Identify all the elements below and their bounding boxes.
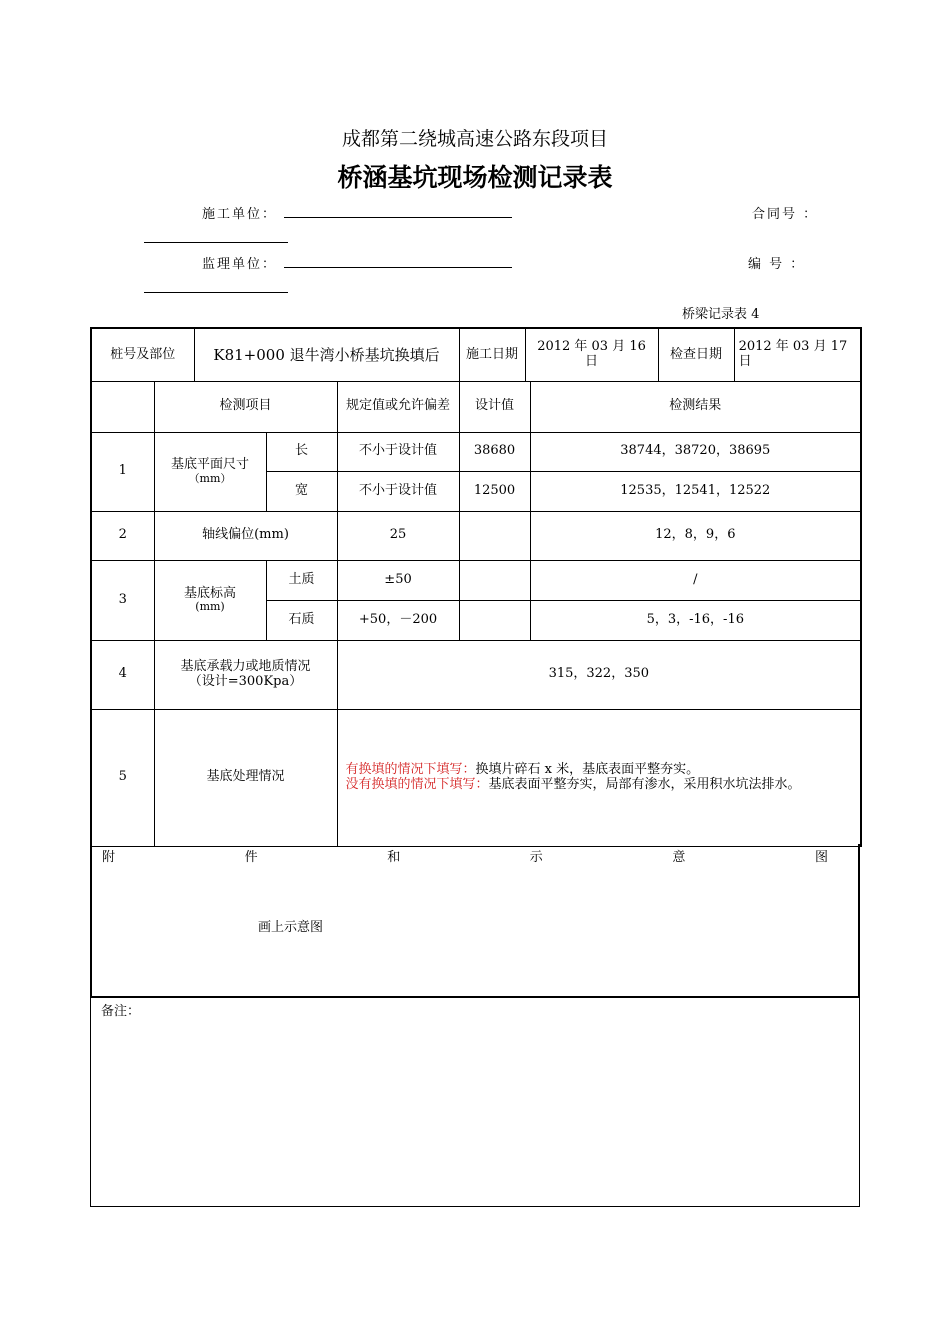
row-number: 1 (91, 432, 154, 511)
table-row (91, 511, 861, 560)
row-number: 5 (91, 709, 154, 846)
sketch-heading-char: 示 (529, 850, 543, 865)
info-row (91, 328, 861, 381)
sketch-heading (102, 846, 828, 865)
treatment-fill-label: 有换填的情况下填写： (345, 762, 476, 778)
result-value[interactable]: 5，3，-16，-16 (530, 600, 861, 640)
inspection-date-value[interactable]: 2012 年 03 月 17 日 (734, 328, 861, 381)
row-number: 3 (91, 560, 154, 640)
no-header (91, 381, 154, 432)
sub-item: 宽 (266, 471, 337, 511)
row-item: 轴线偏位(mm) (154, 511, 337, 560)
form-title: 桥涵基坑现场检测记录表 (337, 163, 613, 192)
row-item (154, 640, 337, 709)
row-item-unit: （mm） (188, 471, 232, 485)
result-value[interactable]: 12，8，9，6 (530, 511, 861, 560)
design-value[interactable] (459, 560, 530, 600)
sketch-heading-char: 意 (672, 850, 686, 865)
station-label: 桩号及部位 (91, 328, 194, 381)
result-header: 检测结果 (530, 381, 861, 432)
serial-no-label: 编 号 ： (748, 257, 806, 272)
sketch-area[interactable] (90, 844, 860, 998)
serial-no-field[interactable] (144, 292, 288, 293)
spec-value: 不小于设计值 (337, 471, 459, 511)
table-row (91, 560, 861, 600)
supervision-unit-label: 监理单位： (202, 257, 278, 272)
design-value[interactable] (459, 511, 530, 560)
result-value[interactable]: 315，322，350 (337, 640, 861, 709)
remarks-label: 备注： (101, 1004, 141, 1019)
row-item (154, 560, 266, 640)
sub-item: 土质 (266, 560, 337, 600)
construction-unit-label: 施工单位： (202, 207, 278, 222)
sketch-note: 画上示意图 (258, 920, 324, 935)
item-header: 检测项目 (154, 381, 337, 432)
sketch-heading-char: 和 (387, 850, 401, 865)
treatment-fill-text: 换填片碎石 x 米，基底表面平整夯实。 (475, 762, 700, 778)
spec-value: 25 (337, 511, 459, 560)
design-value[interactable]: 38680 (459, 432, 530, 471)
design-value[interactable]: 12500 (459, 471, 530, 511)
sketch-heading-char: 件 (244, 850, 258, 865)
row-item-name: 基底承载力或地质情况 (180, 659, 311, 675)
project-title: 成都第二绕城高速公路东段项目 (341, 128, 608, 150)
row-number: 4 (91, 640, 154, 709)
spec-value: ±50 (337, 560, 459, 600)
treatment-nofill-label: 没有换填的情况下填写： (345, 776, 489, 792)
sketch-heading-char: 图 (814, 850, 828, 865)
row-number: 2 (91, 511, 154, 560)
construction-unit-field[interactable] (284, 217, 512, 218)
spec-value: +50，－200 (337, 600, 459, 640)
spec-value: 不小于设计值 (337, 432, 459, 471)
row-item-design-note: （设计=300Kpa） (188, 673, 303, 689)
spec-header: 规定值或允许偏差 (337, 381, 459, 432)
design-value[interactable] (459, 600, 530, 640)
supervision-unit-field[interactable] (284, 267, 512, 268)
column-header-row (91, 381, 861, 432)
inspection-date-label: 检查日期 (658, 328, 734, 381)
inspection-table (90, 327, 862, 847)
row-item-name: 基底标高 (184, 585, 237, 601)
construction-date-label: 施工日期 (459, 328, 525, 381)
construction-date-value[interactable]: 2012 年 03 月 16 日 (525, 328, 658, 381)
remarks-box[interactable] (90, 998, 860, 1207)
sub-item: 石质 (266, 600, 337, 640)
table-row (91, 432, 861, 471)
result-value[interactable]: / (530, 560, 861, 600)
design-header: 设计值 (459, 381, 530, 432)
treatment-line-nofill (346, 778, 857, 792)
sketch-heading-char: 附 (102, 850, 116, 865)
row-item-name: 基底平面尺寸 (171, 457, 250, 473)
station-value[interactable]: K81+000 退牛湾小桥基坑换填后 (194, 328, 459, 381)
treatment-nofill-text: 基底表面平整夯实，局部有渗水，采用积水坑法排水。 (488, 776, 801, 792)
sub-item: 长 (266, 432, 337, 471)
treatment-description[interactable] (337, 709, 861, 846)
table-row (91, 709, 861, 846)
table-row (91, 640, 861, 709)
result-value[interactable]: 38744，38720，38695 (530, 432, 861, 471)
contract-no-label: 合同号 ： (752, 207, 819, 222)
result-value[interactable]: 12535，12541，12522 (530, 471, 861, 511)
row-item-unit: (mm) (195, 600, 225, 614)
treatment-line-fill (346, 763, 857, 777)
form-number: 桥梁记录表 4 (682, 307, 760, 322)
row-item (154, 432, 266, 511)
contract-no-field[interactable] (144, 242, 288, 243)
row-item: 基底处理情况 (154, 709, 337, 846)
